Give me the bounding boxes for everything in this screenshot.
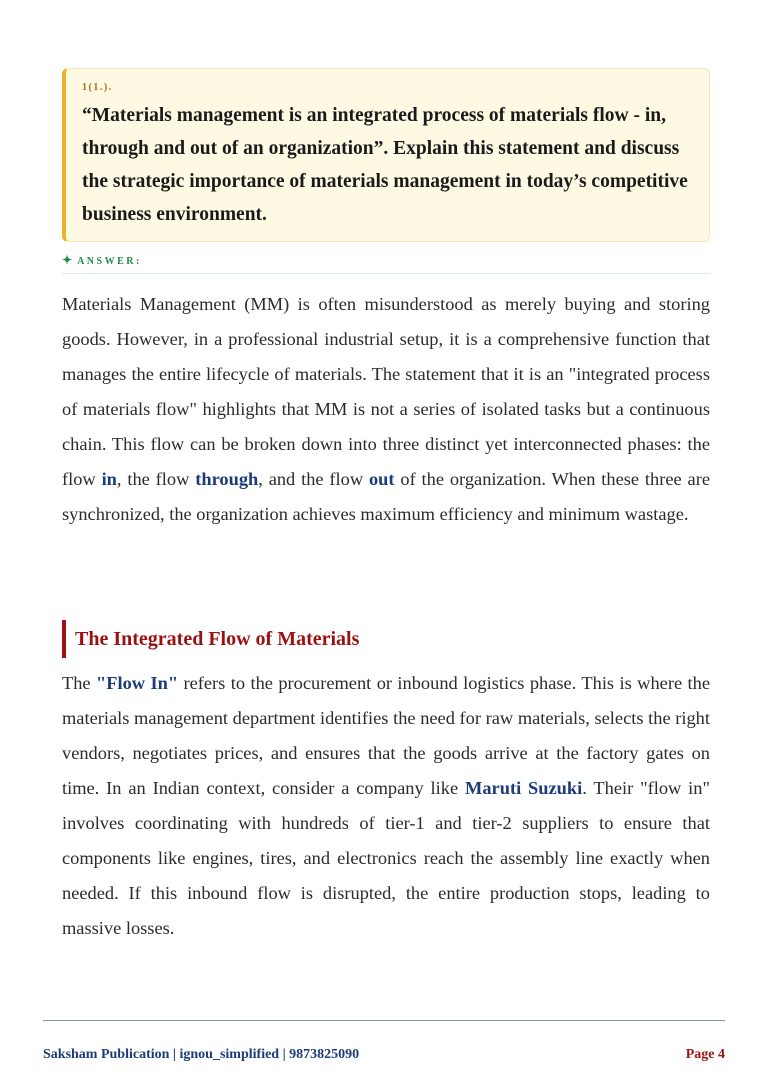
answer-paragraph-1 [62, 287, 710, 532]
highlight-term: out [368, 469, 395, 489]
sparkle-icon: ✦ [62, 253, 73, 267]
paragraph-text: The [62, 673, 97, 693]
paragraph-text: , the flow [116, 469, 196, 489]
highlight-term: Maruti Suzuki [465, 778, 583, 798]
footer-divider [43, 1020, 725, 1021]
section-heading: The Integrated Flow of Materials [62, 620, 359, 658]
paragraph-text: refers to the procurement or inbound logistics phase. This is where the materials management department identifies the need for raw materials, selects the right vendors, negotiates prices, and ensures that the goods arrive at the factory gates on time. In an Indian context, consider a company like [62, 673, 710, 798]
answer-paragraph-2 [62, 666, 710, 946]
answer-label-text: ANSWER: [77, 256, 142, 267]
paragraph-text: , and the flow [258, 469, 369, 489]
highlight-term: in [101, 469, 117, 489]
paragraph-text: of the organization. When these three are synchronized, the organization achieves maximum efficiency and minimum wastage. [62, 469, 710, 524]
question-number: 1(1.). [82, 82, 113, 93]
question-text: “Materials management is an integrated process of materials flow - in, through and out of an organization”. Explain this statement and discuss the strategic importance of materials management in today’s competitive business environment. [82, 105, 688, 225]
question-box [62, 68, 710, 242]
paragraph-text: Materials Management (MM) is often misunderstood as merely buying and storing goods. However, in a professional industrial setup, it is a comprehensive function that manages the entire lifecycle of materials. The statement that it is an "integrated process of materials flow" highlights that MM is not a series of isolated tasks but a continuous chain. This flow can be broken down into three distinct yet interconnected phases: the flow [62, 294, 710, 489]
footer-publisher: Saksham Publication | ignou_simplified | 9873825090 [43, 1047, 360, 1062]
highlight-term: through [195, 469, 259, 489]
page-number: Page 4 [685, 1047, 725, 1062]
paragraph-text: . Their "flow in" involves coordinating with hundreds of tier-1 and tier-2 suppliers to ensure that components like engines, tires, and electronics reach the assembly line exactly when needed. If this inbound flow is disrupted, the entire production stops, leading to massive losses. [62, 778, 710, 938]
answer-divider [62, 273, 710, 274]
highlight-term: "Flow In" [96, 673, 179, 693]
answer-label [62, 253, 142, 268]
